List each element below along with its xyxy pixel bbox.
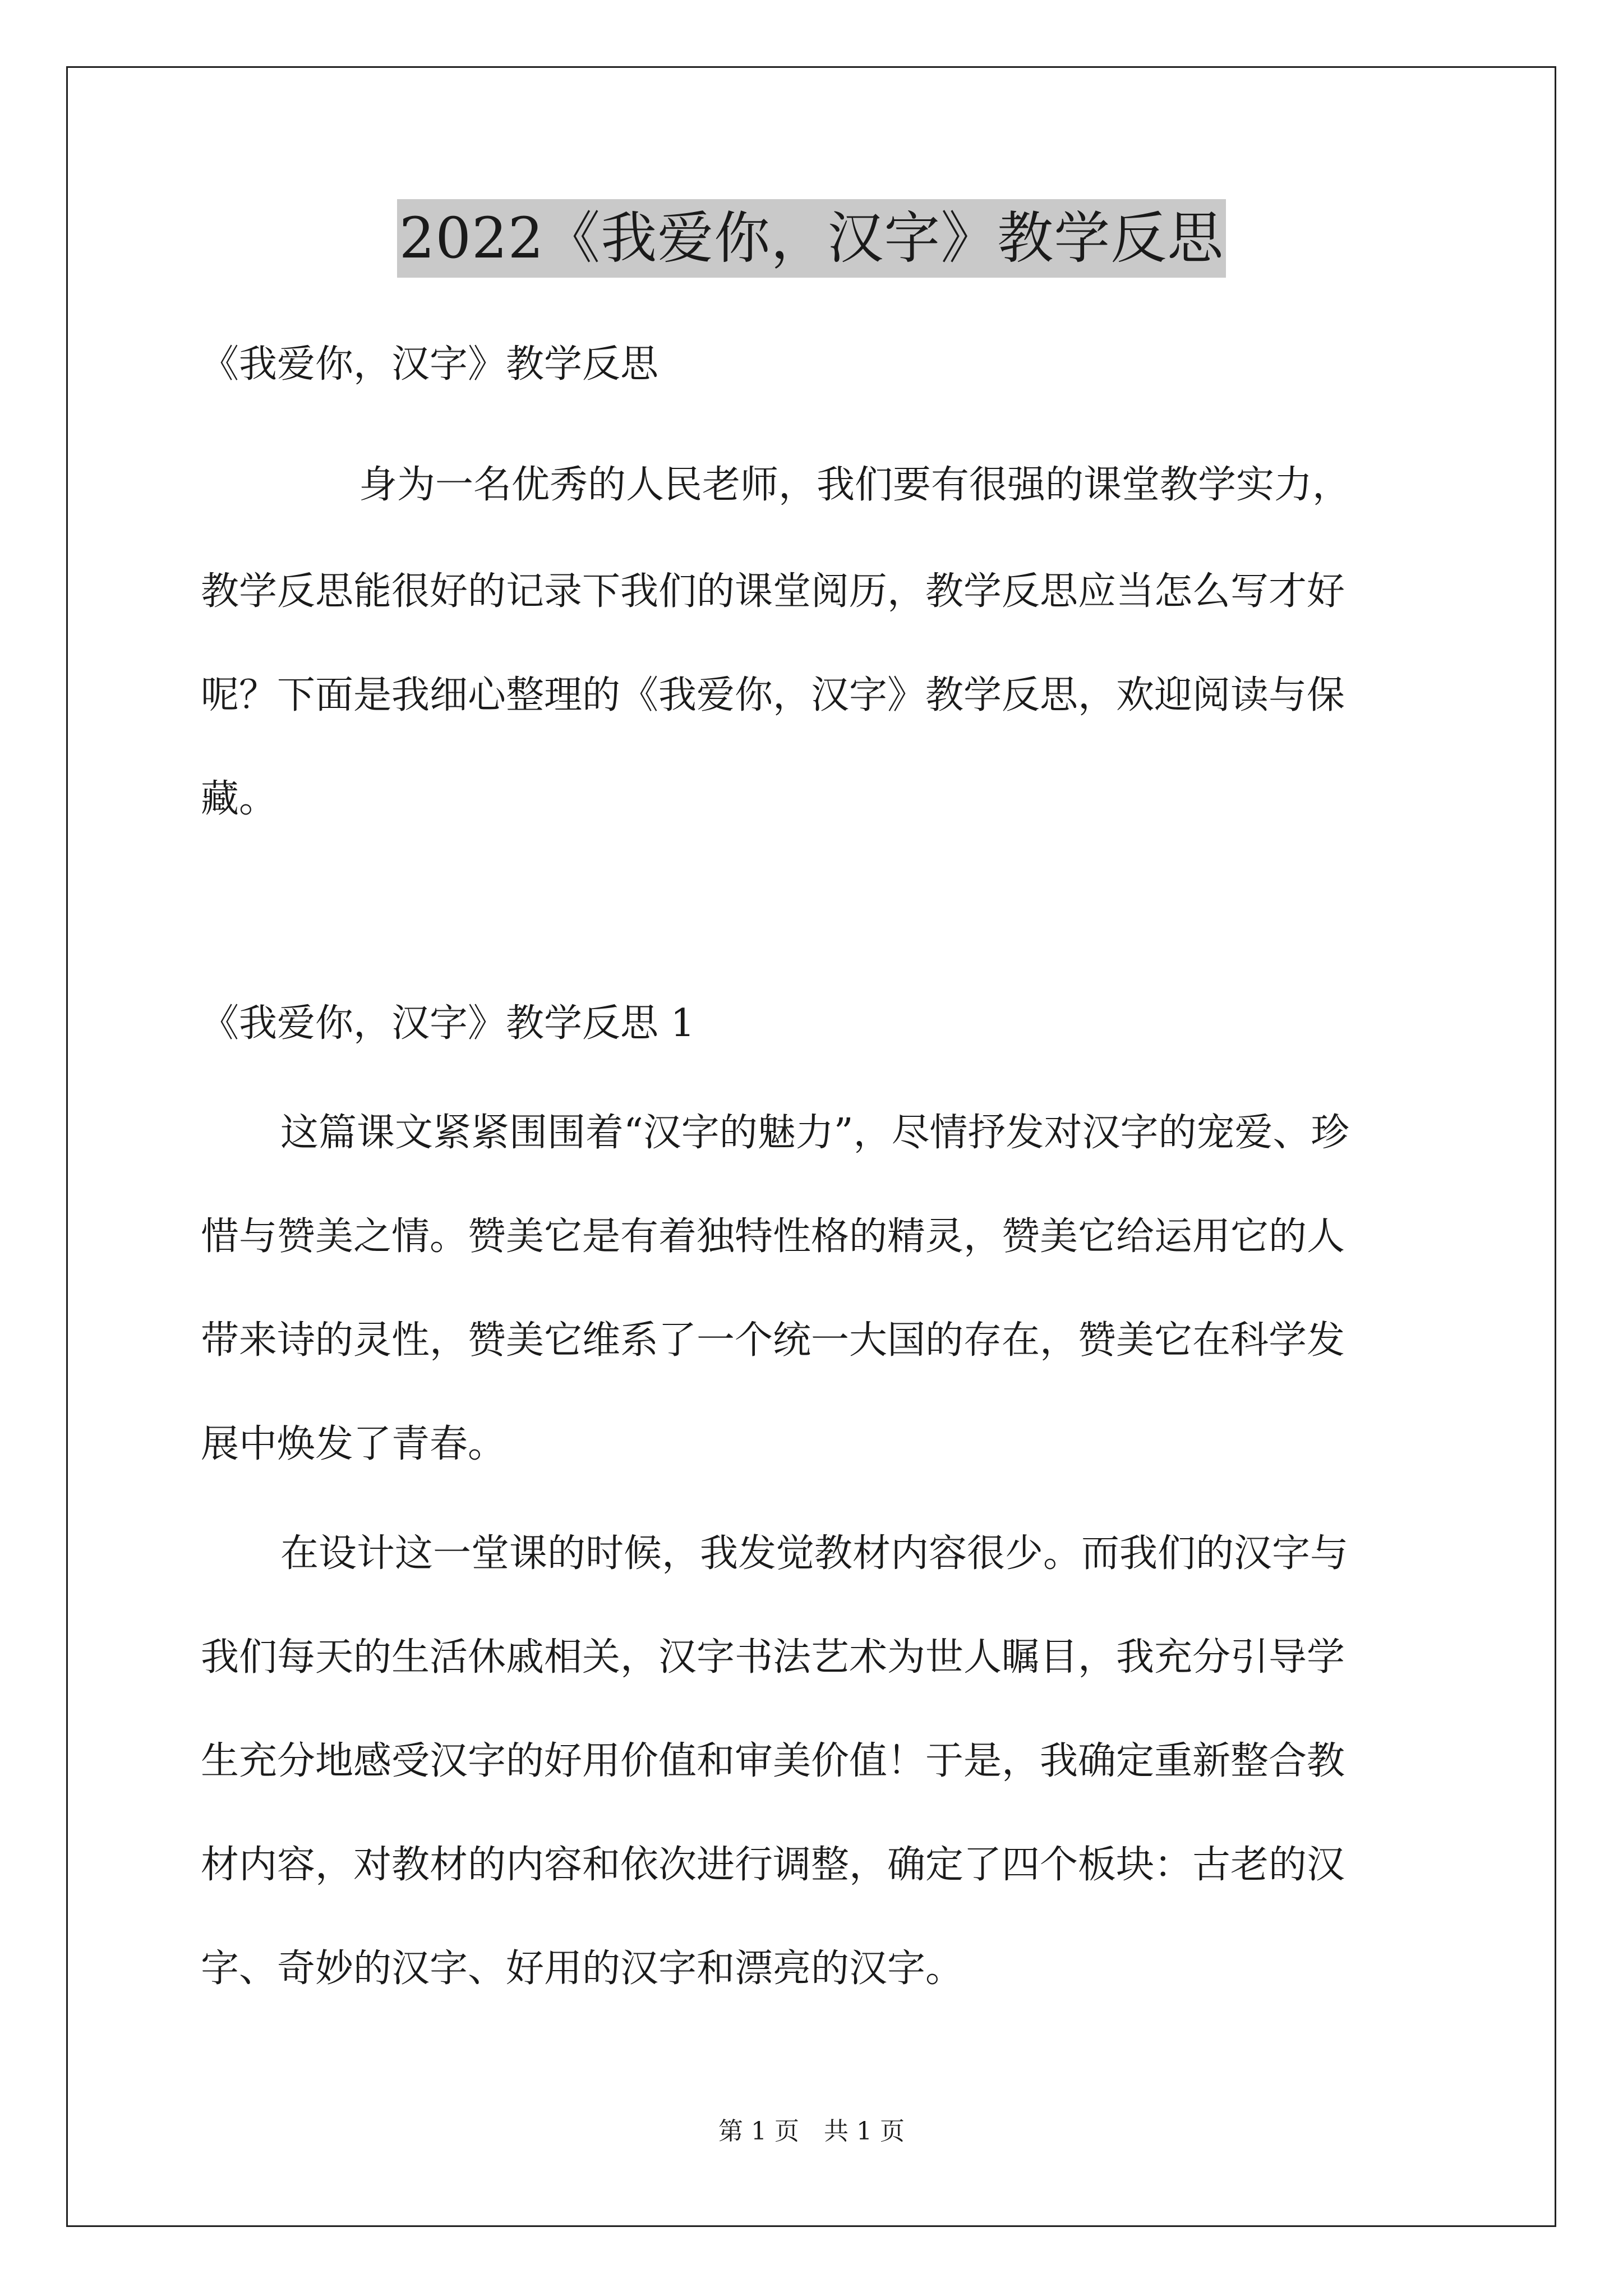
paragraph-line: 在设计这一堂课的时候，我发觉教材内容很少。而我们的汉字与 [280,1531,1349,1576]
paragraph-line: 带来诗的灵性，赞美它维系了一个统一大国的存在，赞美它在科学发 [201,1318,1345,1363]
paragraph-line: 身为一名优秀的人民老师，我们要有很强的课堂教学实力， [359,463,1351,507]
paragraph-line: 呢？下面是我细心整理的《我爱你，汉字》教学反思，欢迎阅读与保 [201,673,1345,717]
paragraph-line: 惜与赞美之情。赞美它是有着独特性格的精灵，赞美它给运用它的人 [201,1214,1345,1259]
paragraph-line: 我们每天的生活休戚相关，汉字书法艺术为世人瞩目，我充分引导学 [201,1635,1345,1680]
page-footer: 第 1 页 共 1 页 [718,2117,905,2146]
paragraph-line: 教学反思能很好的记录下我们的课堂阅历，教学反思应当怎么写才好 [201,569,1345,614]
document-title: 2022《我爱你，汉字》教学反思 [397,199,1227,278]
paragraph-line: 字、奇妙的汉字、好用的汉字和漂亮的汉字。 [201,1947,964,1991]
paragraph-line: 这篇课文紧紧围围着“汉字的魅力”，尽情抒发对汉字的宠爱、珍 [280,1111,1349,1155]
paragraph-line: 生充分地感受汉字的好用价值和审美价值！于是，我确定重新整合教 [201,1739,1345,1783]
section-heading: 《我爱你，汉字》教学反思 [201,342,659,386]
section-heading: 《我爱你，汉字》教学反思 1 [201,1001,695,1046]
paragraph-line: 材内容，对教材的内容和依次进行调整，确定了四个板块：古老的汉 [201,1843,1345,1887]
paragraph-line: 展中焕发了青春。 [201,1422,506,1466]
title-container [0,199,1623,278]
paragraph-line: 藏。 [201,777,278,821]
